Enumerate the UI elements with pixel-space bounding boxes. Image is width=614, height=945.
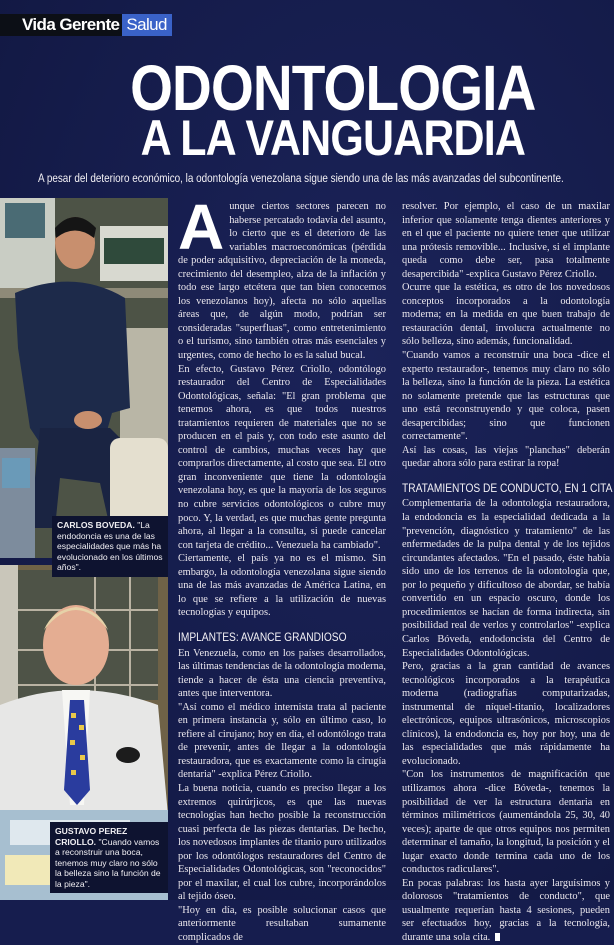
caption-2-name: GUSTAVO PEREZ CRIOLLO. [55, 826, 128, 847]
paragraph: Ocurre que la estética, es otro de los novedosos conceptos incorporados a la odontología moderna; en la medida en que buen trabajo de restauración dental, involucra actualmente no sólo belleza, sino además, funcionalidad. [402, 282, 610, 348]
paragraph: "Cuando vamos a reconstruir una boca -dice el experto restaurador-, tenemos muy claro no sólo la belleza, sino la función de la pieza. La estética no solamente pretende que las estructuras que uno está reconstruyendo y que coloca, pasen desapercibidas; sino que funcionen correctamente". [402, 350, 610, 443]
paragraph: Ciertamente, el país ya no es el mismo. Sin embargo, la odontología venezolana sigue siendo una de las más avanzadas de América Latina, en lo que se refiere a la utilización de nuevas tecnologías y equipos. [178, 553, 386, 619]
subheading-tratamientos: TRATAMIENTOS DE CONDUCTO, EN 1 CITA [402, 480, 613, 495]
article-column-1 [178, 191, 386, 945]
paragraph: "Hoy en día, es posible solucionar casos que anteriormente resultaban sumamente complicados de [178, 904, 386, 943]
headline-line-1: ODONTOLOGIA [130, 52, 536, 124]
paragraph-text: En pocas palabras: los hasta ayer larguísimos y dolorosos "tratamientos de conducto", que usualmente requerían hasta 4 sesiones, pueden ser efectuados hoy, gracias a la tecnología, durante una sola cita. [402, 877, 610, 943]
paragraph [178, 191, 386, 363]
paragraph: "Con los instrumentos de magnificación que utilizamos ahora -dice Bóveda-, tenemos la posibilidad de ver la estructura dentaria en términos milimétricos (aumentándola 25, 30, 40 veces); aparte de que otros equipos nos permiten determinar el tamaño, la longitud, la posición y el lugar exacto donde termina cada uno de los conductos radiculares". [402, 769, 610, 876]
photo-caption-2 [50, 822, 168, 893]
drop-cap: A [178, 191, 225, 263]
section-name: Vida Gerente [0, 14, 122, 36]
paragraph: Complementaria de la odontología restauradora, la endodoncia es la especialidad dedicada a la "prevención, diagnóstico y tratamiento" de las enfermedades de la pulpa dental y de los tejidos circundantes afectados. "En el pasado, éste había sido uno de los terrenos de la odontología que, por lo pequeño y dificultoso de abordar, se había convertido en un espacio oscuro, donde los procedimientos se hacían de forma indirecta, sin posibilidad real de verlos y controlarlos" -explica Carlos Bóveda, endodoncista del Centro de Especialidades Odontológicas. [402, 498, 610, 659]
paragraph-final [402, 877, 610, 945]
photo-caption-1 [52, 516, 168, 577]
paragraph: La buena noticia, cuando es preciso llegar a los extremos quirúrjicos, es que las nuevas tecnologías han hecho posible la reconstrucción cuasi perfecta de las piezas dentarias. De hecho, los novedosos implantes de titanio puro utilizados por los odontólogos restauradores del Centro de Especialidades Odontológicas, son "reconocidos" por el maxilar, el cual los cubre, incorporándolos al tejido óseo. [178, 782, 386, 903]
article-column-2 [402, 200, 613, 945]
photo-carlos-boveda [0, 198, 168, 558]
section-tag [0, 14, 172, 36]
caption-2-text: "Cuando vamos a reconstruir una boca, tenemos muy claro no sólo la belleza sino la función de la pieza". [55, 836, 161, 889]
caption-1-text: "La endodoncia es una de las especialidades que más ha evolucionado en los últimos años". [57, 520, 163, 572]
paragraph: Pero, gracias a la gran cantidad de avances tecnológicos incorporados a la terapéutica moderna (radiografías computarizadas, instrumental de níquel-titanio, localizadores electrónicos, equipos ultrasónicos, microscopios clínicos), la endodoncia es, hoy por hoy, una de las especialidades que más rápidamente ha evolucionado. [402, 661, 610, 767]
paragraph-text: unque ciertos sectores parecen no haberse percatado todavía del asunto, lo cierto que es el deterioro de las variables macroeconómicas (pérdida de poder adquisitivo, depreciación de la moneda, crecimiento del desempleo, alza de la inflación y todo ese largo etcétera que tan bien conocemos los venezolanos hoy), afecta no sólo aquellas áreas que, de algún modo, podrían ser consideradas "superfluas", como entretenimiento o el turismo, sino también otras más esenciales y urgentes, como de hecho lo es la salud bucal. [178, 201, 386, 362]
paragraph: En efecto, Gustavo Pérez Criollo, odontólogo restaurador del Centro de Especialidades Odontológicas, señala: "El gran problema que tenemos ahora, es que todos nuestros tratamientos requieren de materiales que no se producen en el país y, con todo este asunto del control de cambios, muchas veces hay que comprarlos directamente, al costo que sea. El otro gran inconveniente que tiene la odontología venezolana hoy, es que la mayoría de los seguros no cubre servicios odontológicos o cubre muy poco. Y, la verdad, es que muchas gente pregunta ahora, al llegar a la consulta, si puede cancelar con tarjeta de crédito... Venezuela ha cambiado". [178, 363, 386, 551]
paragraph: "Así como el médico internista trata al paciente en primera instancia y, sólo en último caso, lo refiere al cirujano; hoy en día, el odontólogo trata de prevenir, antes de llegar a la odontología restauradora, que es exactamente como la cirugía dentaria" -explica Pérez Criollo. [178, 701, 386, 781]
caption-1-name: CARLOS BOVEDA. [57, 520, 135, 530]
dentist-office-illustration-1 [0, 198, 168, 558]
paragraph: resolver. Por ejemplo, el caso de un maxilar inferior que solamente tenga dientes anteriores y en el que el paciente no quiere tener que utilizar una prótesis removible... Inclusive, si el implante queda como debe ser, pasa totalmente desapercibida" -explica Gustavo Pérez Criollo. [402, 201, 610, 280]
headline-line-2: A LA VANGUARDIA [140, 110, 526, 166]
paragraph: Así las cosas, las viejas "planchas" deberán quedar ahora sólo para estirar la ropa! [402, 444, 610, 470]
section-category: Salud [122, 14, 171, 36]
dek: A pesar del deterioro económico, la odontología venezolana sigue siendo una de las más avanzadas del subcontinente. [38, 171, 564, 185]
end-mark-icon [495, 933, 500, 941]
paragraph: En Venezuela, como en los países desarrollados, las últimas tendencias de la odontología moderna, tiende a hacer de ésta una ciencia preventiva, antes que interventora. [178, 647, 386, 700]
subheading-implantes: IMPLANTES: AVANCE GRANDIOSO [178, 629, 347, 644]
